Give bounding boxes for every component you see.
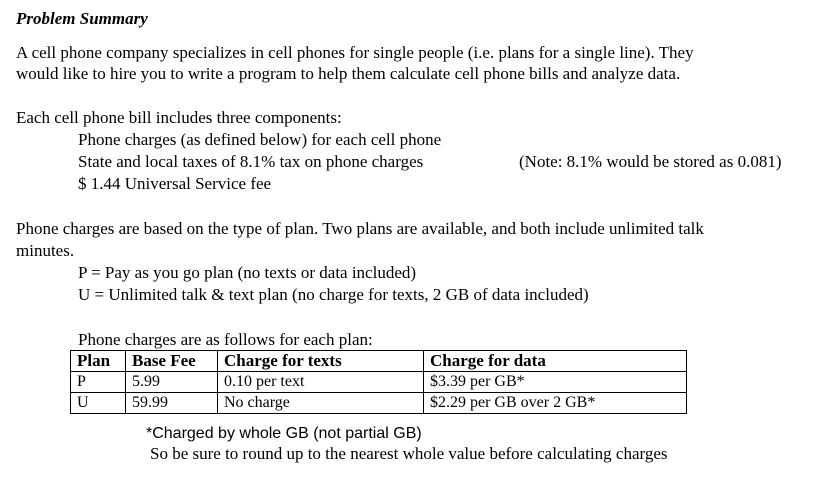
header-base-fee: Base Fee <box>126 351 218 372</box>
bill-item-phone-charges: Phone charges (as defined below) for each cell phone <box>78 130 442 149</box>
footnote-line-1: *Charged by whole GB (not partial GB) <box>146 425 422 442</box>
cell-charge-data: $3.39 per GB* <box>424 372 687 393</box>
bill-components-intro: Each cell phone bill includes three components: <box>16 108 342 127</box>
cell-plan: P <box>71 372 126 393</box>
header-charge-data: Charge for data <box>424 351 687 372</box>
cell-charge-texts: No charge <box>218 393 424 414</box>
plan-u-description: U = Unlimited talk & text plan (no charge for texts, 2 GB of data included) <box>78 285 589 304</box>
plan-p-description: P = Pay as you go plan (no texts or data included) <box>78 263 417 282</box>
table-row <box>71 372 687 393</box>
bill-item-service-fee: $ 1.44 Universal Service fee <box>78 174 272 193</box>
cell-charge-data: $2.29 per GB over 2 GB* <box>424 393 687 414</box>
page-title: Problem Summary <box>16 9 148 28</box>
table-caption: Phone charges are as follows for each plan: <box>78 330 373 349</box>
bill-item-taxes: State and local taxes of 8.1% tax on phone charges <box>78 152 424 171</box>
plans-intro-line-2: minutes. <box>16 241 75 260</box>
footnote-line-2: So be sure to round up to the nearest whole value before calculating charges <box>150 444 668 463</box>
cell-base-fee: 59.99 <box>126 393 218 414</box>
plans-intro-line-1: Phone charges are based on the type of plan. Two plans are available, and both include unlimited talk <box>16 219 704 238</box>
header-charge-texts: Charge for texts <box>218 351 424 372</box>
table-row <box>71 393 687 414</box>
summary-line-1: A cell phone company specializes in cell phones for single people (i.e. plans for a single line). They <box>16 43 694 62</box>
summary-line-2: would like to hire you to write a program to help them calculate cell phone bills and analyze data. <box>16 64 681 83</box>
header-plan: Plan <box>71 351 126 372</box>
cell-charge-texts: 0.10 per text <box>218 372 424 393</box>
cell-base-fee: 5.99 <box>126 372 218 393</box>
charges-table <box>70 350 687 414</box>
tax-note: (Note: 8.1% would be stored as 0.081) <box>519 152 782 171</box>
table-header-row <box>71 351 687 372</box>
cell-plan: U <box>71 393 126 414</box>
